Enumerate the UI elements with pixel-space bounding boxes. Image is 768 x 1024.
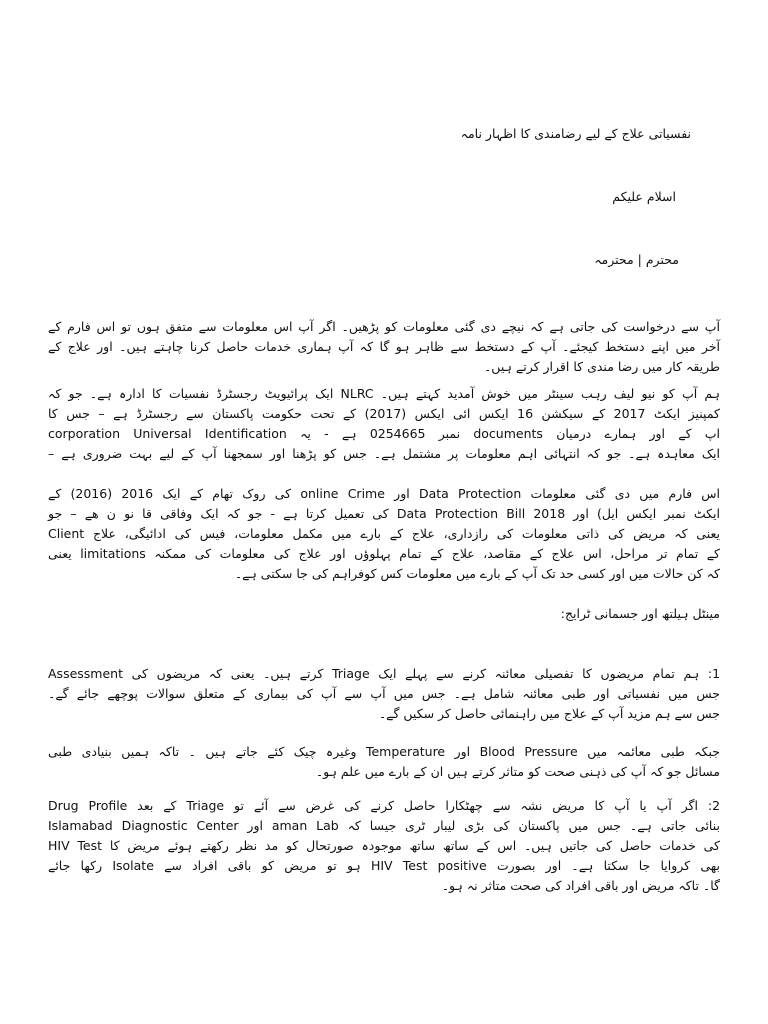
paragraph-line: جس میں نفسیاتی اور طبی معائنہ شامل ہے۔ جس میں آپ سے آپ کی بیماری کے متعلق سوالات پوچھے جائے گے۔: [48, 686, 720, 701]
paragraph-line: کمپنیز ایکٹ 2017 کے سیکشن 16 ایکس ائی ایکس (2017) کے تحت حکومت پاکستان سے رجسٹرڈ ہے – جس کا: [48, 406, 720, 421]
paragraph-line: مسائل جو کہ آپ کی ذہنی صحت کو متاثر کرتے ہیں ان کے بارے میں علم ہو۔: [315, 764, 720, 779]
paragraph-line: آپ سے درخواست کی جاتی ہے کہ نیچے دی گئی معلومات کو پڑھیں۔ اگر آپ اس معلومات سے متفق ہوں تو اس فارم کے: [48, 319, 720, 334]
section-heading: مینٹل ہیلتھ اور جسمانی ٹرایج:: [560, 606, 720, 621]
paragraph-line: ایکٹ نمبر ایکس ایل) اور Data Protection Bill 2018 کی تعمیل کرتا ہے - جو کہ ایک وفاقی قا نو ن ھے – جو: [48, 506, 720, 521]
triage-item-2: [48, 796, 720, 896]
paragraph-line: ہم آپ کو نیو لیف رہب سینٹر میں خوش آمدید کہتے ہیں۔ NLRC ایک پرائیویٹ رجسٹرڈ نفسیات کا ادارہ ہے۔ جو کہ: [48, 386, 720, 401]
paragraph-line: 1: ہم تمام مریضوں کا تفصیلی معائنہ کرنے سے پہلے ایک Triage کرتے ہیں۔ یعنی کہ مریضوں کی Assessment: [48, 666, 721, 681]
intro-paragraph: [48, 317, 720, 377]
paragraph-line: بھی کروایا جا سکتا ہے۔ اور بصورت HIV Test positive ہو تو مریض کو باقی افراد سے Isolate رکھا جائے: [48, 858, 720, 873]
paragraph-line: اس فارم میں دی گئی معلومات Data Protection اور online Crime کی روک تھام کے ایک 2016 (2016) کے: [48, 486, 721, 501]
paragraph-line: کی خدمات حاصل کی جاتیں ہیں۔ اس کے ساتھ ساتھ موجودہ صورتحال کو مد نظر رکھتے ہوئے مریض کا HIV Test: [48, 838, 720, 853]
paragraph-line: طریقہ کار میں رضا مندی کا اقرار کرتے ہیں۔: [483, 359, 720, 374]
paragraph-line: کے تمام تر مراحل، اس علاج کے مقاصد، علاج کے تمام پہلوؤں اور علاج کی معلومات کی ممکنہ limitations یعنی: [48, 546, 720, 561]
paragraph-line: Client یعنی کہ مریض کی ذاتی معلومات کی رازداری، علاج کے بارے میں مکمل معلومات، فیس کی ادائیگی، علاج: [48, 526, 720, 541]
paragraph-line: corporation Universal Identification نمبر 0254665 ہے - یہ documents اپ کے اور ہمارے درمیان: [48, 426, 721, 441]
triage-item-1-continued: [48, 742, 720, 782]
paragraph-line: کہ کن حالات میں اور کسی حد تک آپ کے بارے میں معلومات کس کوفراہم کی جا سکتی ہے۔: [234, 566, 720, 581]
paragraph-line: جبکہ طبی معائمہ میں Blood Pressure اور Temperature وغیرہ چیک کئے جاتے ہیں ۔ تاکہ ہمیں بنیادی طبی: [48, 744, 721, 759]
paragraph-line: جس سے ہم مزید آپ کے علاج میں راہنمائی حاصل کر سکیں گے۔: [378, 706, 720, 721]
paragraph-line: بنائی جاتی ہے۔ جس میں پاکستان کی بڑی لیبار ٹری جیسا کہ aman Lab اور Islamabad Diagnostic Center: [48, 818, 720, 833]
greeting: اسلام علیکم: [612, 189, 676, 204]
data-protection-paragraph: [48, 484, 720, 584]
salutation: محترم | محترمہ: [594, 252, 679, 267]
paragraph-line: 2: اگر آپ یا آپ کا مریض نشہ سے چھٹکارا حاصل کرنے کی غرض سے آئے تو Triage کے بعد Drug Profile: [48, 798, 721, 813]
paragraph-line: آخر میں اپنے دستخط کیجئے۔ آپ کے دستخط سے ظاہر ہو گا کہ آپ ہماری خدمات حاصل کرنا چاہتے ہیں۔ اور علاج کے: [48, 339, 720, 354]
paragraph-line: گا۔ تاکہ مریض اور باقی افراد کی صحت متاثر نہ ہو۔: [441, 878, 720, 893]
paragraph-line: ایک معاہدہ ہے۔ جو کہ انتہائی اہم معلومات پر مشتمل ہے۔ جس کو پڑھنا اور سمجھنا آپ کے لیے بہت ضروری ہے –: [48, 446, 720, 461]
document-title: نفسیاتی علاج کے لیے رضامندی کا اظہار نامہ: [460, 126, 691, 141]
triage-item-1: [48, 664, 720, 724]
welcome-paragraph: [48, 384, 720, 464]
